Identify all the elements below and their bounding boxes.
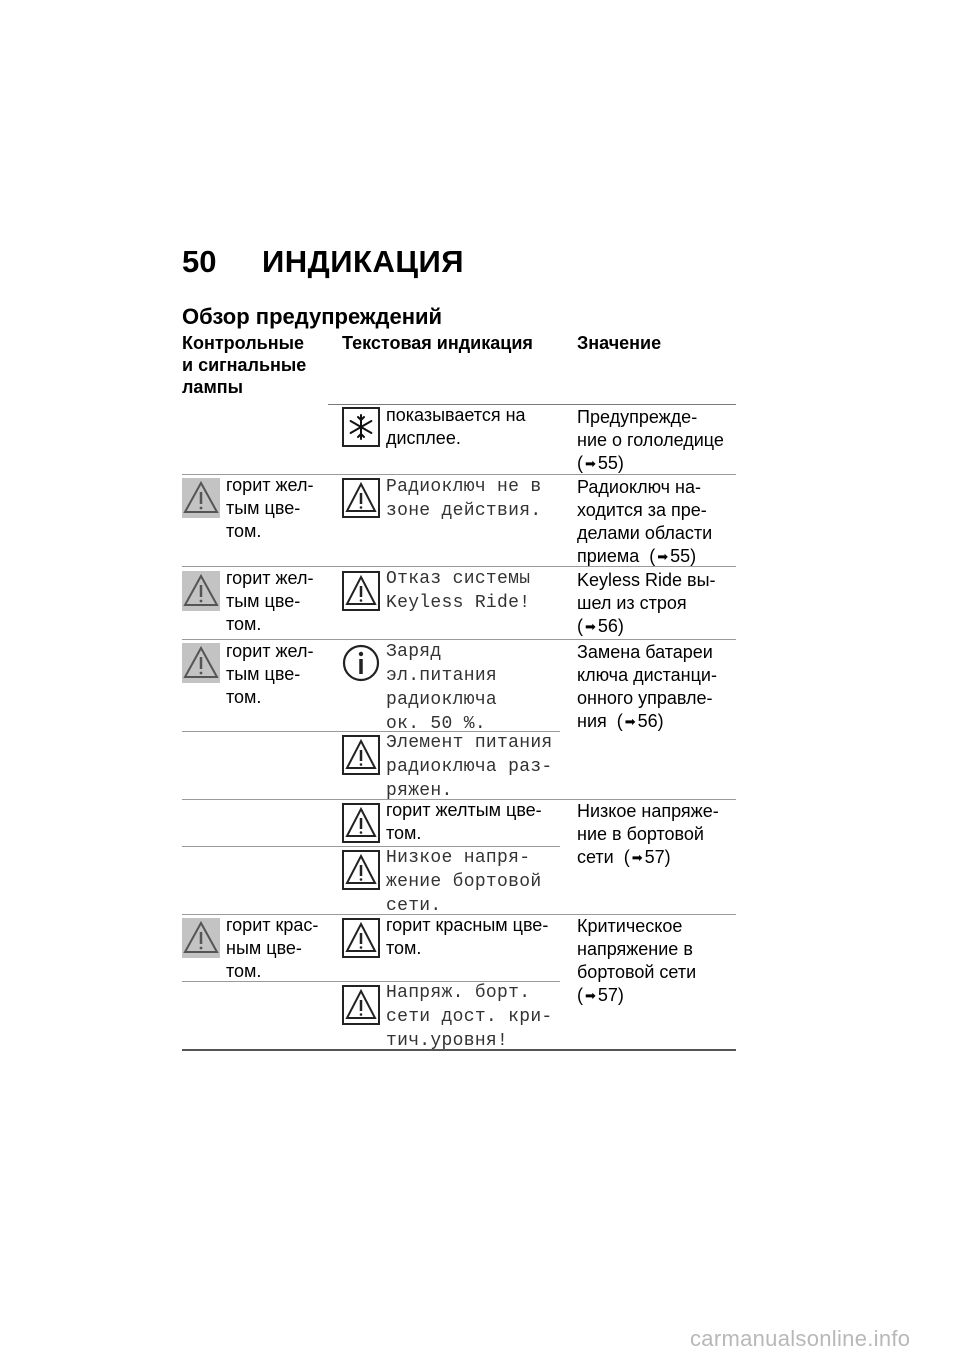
meaning-line: ходится за пре-	[577, 500, 707, 520]
warning-lamp-icon	[182, 571, 220, 611]
display-message-line: радиоключа	[386, 690, 498, 710]
page-reference: ( ➡ 55)	[577, 453, 624, 473]
lamp-description-line: том.	[226, 614, 262, 634]
watermark: carmanualsonline.info	[690, 1326, 911, 1351]
meaning-line: Предупрежде-	[577, 407, 698, 427]
meaning-line: ние в бортовой	[577, 824, 704, 844]
lamp-description	[226, 474, 313, 543]
meaning-line: ключа дистанци-	[577, 665, 717, 685]
display-message-line: сети.	[386, 896, 442, 916]
lamp-description-line: горит жел-	[226, 568, 314, 588]
meaning-line: приема	[577, 546, 640, 566]
display-message	[386, 567, 530, 615]
warning-triangle-icon	[342, 985, 380, 1025]
meaning-line: ния	[577, 711, 607, 731]
display-text	[386, 404, 526, 450]
display-message	[386, 981, 553, 1053]
page-reference: сети ( ➡ 57)	[577, 847, 671, 867]
section-title: Обзор предупреждений	[182, 304, 443, 329]
page-reference-number: 57)	[644, 847, 671, 867]
column-header-lamps	[182, 332, 306, 398]
lamp-description	[226, 567, 313, 636]
page-reference-number: 57)	[597, 985, 624, 1005]
lamp-description-line: горит крас-	[226, 915, 319, 935]
display-message	[386, 846, 541, 918]
warning-triangle-icon	[342, 571, 380, 611]
display-text	[386, 799, 542, 845]
page-arrow-icon: ➡	[585, 619, 596, 634]
display-message-line: ряжен.	[386, 781, 453, 801]
meaning-text	[577, 915, 696, 1007]
lamp-description-line: горит жел-	[226, 641, 314, 661]
display-message	[386, 731, 553, 803]
display-message-line: Элемент питания	[386, 733, 553, 753]
display-text-line: показывается на	[386, 405, 526, 425]
meaning-text	[577, 406, 724, 475]
page-reference: ния ( ➡ 56)	[577, 711, 664, 731]
page-reference-number: 56)	[597, 616, 624, 636]
display-message-line: сети дост. кри-	[386, 1007, 553, 1027]
page-number: 50	[182, 244, 217, 279]
meaning-line: делами области	[577, 523, 713, 543]
lamp-description-line: том.	[226, 521, 262, 541]
column-header-lamps-line: и сигнальные	[182, 355, 307, 375]
page-arrow-icon: ➡	[624, 714, 636, 729]
column-header-meaning: Значение	[577, 333, 662, 353]
page-reference: приема ( ➡ 55)	[577, 546, 697, 566]
meaning-line: сети	[577, 847, 614, 867]
display-message-line: Отказ системы	[386, 569, 531, 589]
column-header-lamps-line: Контрольные	[182, 333, 304, 353]
column-header-text: Текстовая индикация	[342, 333, 533, 353]
page-arrow-icon: ➡	[585, 456, 596, 471]
meaning-text	[577, 641, 717, 733]
snowflake-icon	[342, 407, 380, 447]
display-message-line: эл.питания	[386, 666, 498, 686]
warning-lamp-icon	[182, 478, 220, 518]
display-text-line: дисплее.	[386, 428, 461, 448]
display-message	[386, 475, 541, 523]
meaning-line: Низкое напряже-	[577, 801, 719, 821]
meaning-text	[577, 476, 712, 568]
warning-lamp-icon	[182, 918, 220, 958]
lamp-description-line: тым цве-	[226, 664, 301, 684]
lamp-description-line: том.	[226, 961, 262, 981]
display-text-line: том.	[386, 823, 422, 843]
display-text	[386, 914, 548, 960]
meaning-text	[577, 569, 716, 638]
meaning-line: Радиоключ на-	[577, 477, 701, 497]
display-message-line: тич.уровня!	[386, 1031, 509, 1051]
display-message-line: Низкое напря-	[386, 848, 531, 868]
meaning-text	[577, 800, 719, 869]
warning-triangle-icon	[342, 735, 380, 775]
display-message-line: Заряд	[386, 642, 442, 662]
warning-triangle-icon	[342, 478, 380, 518]
meaning-line: ние о гололедице	[577, 430, 724, 450]
page-arrow-icon: ➡	[631, 850, 643, 865]
meaning-line: шел из строя	[577, 593, 687, 613]
page-reference: ( ➡ 57)	[577, 985, 624, 1005]
lamp-description-line: горит жел-	[226, 475, 314, 495]
display-message-line: Радиоключ не в	[386, 477, 542, 497]
display-message-line: радиоключа раз-	[386, 757, 553, 777]
meaning-line: напряжение в	[577, 939, 693, 959]
display-message	[386, 640, 497, 736]
page-reference: ( ➡ 56)	[577, 616, 624, 636]
page-reference-number: 56)	[637, 711, 664, 731]
display-message-line: Keyless Ride!	[386, 593, 531, 613]
column-header-lamps-line: лампы	[182, 377, 244, 397]
display-message-line: Напряж. борт.	[386, 983, 531, 1003]
page-reference-number: 55)	[597, 453, 624, 473]
lamp-description-line: тым цве-	[226, 591, 301, 611]
display-text-line: горит красным цве-	[386, 915, 549, 935]
chapter-title: ИНДИКАЦИЯ	[262, 244, 465, 279]
lamp-description	[226, 640, 313, 709]
warning-triangle-icon	[342, 850, 380, 890]
meaning-line: Критическое	[577, 916, 683, 936]
meaning-line: онного управле-	[577, 688, 713, 708]
meaning-line: Keyless Ride вы-	[577, 570, 716, 590]
info-icon	[342, 643, 380, 683]
display-text-line: том.	[386, 938, 422, 958]
display-message-line: жение бортовой	[386, 872, 542, 892]
lamp-description-line: том.	[226, 687, 262, 707]
display-message-line: зоне действия.	[386, 501, 542, 521]
lamp-description-line: ным цве-	[226, 938, 302, 958]
page-reference-number: 55)	[670, 546, 697, 566]
warning-triangle-icon	[342, 803, 380, 843]
meaning-line: бортовой сети	[577, 962, 697, 982]
page-arrow-icon: ➡	[585, 988, 596, 1003]
warning-lamp-icon	[182, 643, 220, 683]
display-message-line: ок. 50 %.	[386, 714, 486, 734]
lamp-description	[226, 914, 318, 983]
warning-triangle-icon	[342, 918, 380, 958]
lamp-description-line: тым цве-	[226, 498, 301, 518]
page-arrow-icon: ➡	[657, 549, 669, 564]
meaning-line: Замена батареи	[577, 642, 713, 662]
display-text-line: горит желтым цве-	[386, 800, 542, 820]
